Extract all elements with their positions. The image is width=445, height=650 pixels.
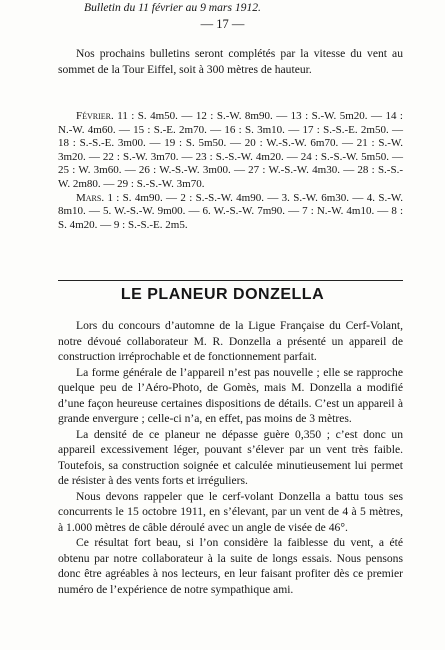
mars-label: Mars. (76, 191, 105, 204)
section-divider (58, 280, 403, 281)
article-body (58, 318, 403, 597)
page-number: — 17 — (200, 17, 245, 31)
article-paragraph-2: La forme générale de l’appareil n’est pas nouvelle ; elle se rapproche quelque peu de l’Aéro-Photo, de Gomès, mais M. Donzella a modifié d’une façon heureuse certaines dispositions de détails. C’est un appareil à grande envergure ; celle-ci n’a, en effet, pas moins de 3 mètres. (58, 365, 403, 425)
observations-block (58, 110, 403, 232)
bulletin-title: Bulletin du 11 février au 9 mars 1912. (84, 1, 261, 14)
fevrier-observations (58, 110, 403, 192)
mars-text: 1 : S. 4m90. — 2 : S.-S.-W. 4m90. — 3. S.-W. 6m30. — 4. S.-W. 8m10. — 5. W.-S.-W. 9m00. — 6. W.-S.-W. 7m90. — 7 : N.-W. 4m10. — 8 : S. 4m20. — 9 : S.-S.-E. 2m5. (58, 191, 403, 231)
intro-block (58, 46, 403, 77)
fevrier-label: Février. (76, 110, 114, 122)
mars-observations (58, 192, 403, 233)
article-heading: LE PLANEUR DONZELLA (120, 286, 325, 303)
article-paragraph-4: Nous devons rappeler que le cerf-volant Donzella a battu tous ses concurrents le 15 octobre 1911, en s’élevant, par un vent de 4 à 5 mètres, à 1.000 mètres de câble déroulé avec un angle de visée de 46°. (58, 489, 403, 534)
fevrier-text: 11 : S. 4m50. — 12 : S.-W. 8m90. — 13 : S.-W. 5m20. — 14 : N.-W. 4m60. — 15 : S.-E. 2m70. — 16 : S. 3m10. — 17 : S.-S.-E. 2m50. — 18 : S.-S.-E. 3m00. — 19 : S. 5m50. — 20 : W.-S.-W. 6m70. — 21 : S.-W. 3m20. — 22 : S.-W. 3m70. — 23 : S.-S.-W. 4m20. — 24 : S.-S.-W. 5m50. — 25 : W. 3m60. — 26 : W.-S.-W. 3m00. — 27 : W.-S.-W. 4m30. — 28 : S.-S.-W. 2m80. — 29 : S.-S.-W. 3m70. (58, 110, 403, 190)
article-paragraph-1: Lors du concours d’automne de la Ligue Française du Cerf-Volant, notre dévoué collaborateur M. R. Donzella a présenté un appareil de construction irréprochable et de fonctionnement parfait. (58, 319, 403, 363)
article-paragraph-3: La densité de ce planeur ne dépasse guère 0,350 ; c’est donc un appareil excessivement léger, pouvant s’élever par un vent très faible. Toutefois, sa construction soignée et calculée minutieusement lui permet de résister à des vents forts et irréguliers. (58, 427, 403, 487)
article-paragraph-5: Ce résultat fort beau, si l’on considère la faiblesse du vent, a été obtenu par notre collaborateur à la suite de longs essais. Nous pensons donc être agréables à nos lecteurs, en leur faisant profiter dès ce premier numéro de l’expérience de notre sympathique ami. (58, 536, 403, 596)
intro-paragraph: Nos prochains bulletins seront complétés par la vitesse du vent au sommet de la Tour Eiffel, soit à 300 mètres de hauteur. (58, 47, 403, 76)
